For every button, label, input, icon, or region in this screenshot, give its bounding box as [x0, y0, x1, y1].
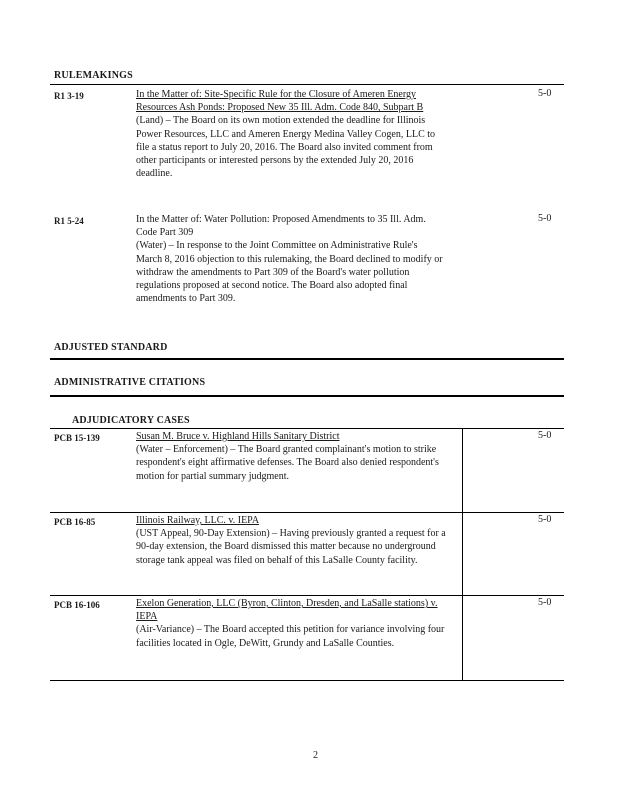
table-row — [136, 430, 456, 483]
case-title: Susan M. Bruce v. Highland Hills Sanitary District — [136, 431, 340, 442]
case-summary: (Water) – In response to the Joint Committee on Administrative Rule's March 8, 2016 objection to this rulemaking, the Board declined to modify or withdraw the amendments to Part 309 of the Board's water pollution regulations proposed at second notice. The Board also adopted final amendments to Part 309. — [136, 240, 443, 305]
table-row — [136, 514, 456, 567]
rulemaking-entry — [136, 88, 446, 180]
section-heading-rulemakings: RULEMAKINGS — [54, 70, 133, 81]
table-border — [50, 680, 564, 681]
case-summary: (UST Appeal, 90-Day Extension) – Having previously granted a request for a 90-day extension, the Board dismissed this matter because no underground storage tank appeal was filed on behalf of this LaSalle County facility. — [136, 528, 446, 566]
case-title: Illinois Railway, LLC. v. IEPA — [136, 515, 260, 526]
vote-count: 5-0 — [538, 514, 552, 525]
section-heading-administrative-citations: ADMINISTRATIVE CITATIONS — [54, 377, 206, 388]
section-heading-adjusted-standard: ADJUSTED STANDARD — [54, 342, 168, 353]
page-number: 2 — [313, 750, 318, 761]
table-border — [50, 595, 564, 596]
vote-count: 5-0 — [538, 597, 552, 608]
docket-number: R1 3-19 — [54, 91, 84, 101]
table-border — [50, 428, 564, 429]
docket-number: PCB 16-85 — [54, 517, 96, 527]
case-summary: (Land) – The Board on its own motion extended the deadline for Illinois Power Resources, LLC and Ameren Energy Medina Valley Cogen, LLC to file a status report to July 20, 2016. The Board also invited comment from other participants or interested persons by the extended July 20, 2016 deadline. — [136, 115, 436, 180]
docket-number: R1 5-24 — [54, 216, 84, 226]
table-column-divider — [462, 428, 463, 681]
vote-count: 5-0 — [538, 430, 552, 441]
section-rule — [50, 395, 564, 397]
case-summary: (Air-Variance) – The Board accepted this petition for variance involving four facilities located in Ogle, DeWitt, Grundy and LaSalle Counties. — [136, 624, 445, 649]
case-title: In the Matter of: Water Pollution: Proposed Amendments to 35 Ill. Adm. Code Part 309 — [136, 214, 426, 239]
vote-count: 5-0 — [538, 213, 552, 224]
case-title: Exelon Generation, LLC (Byron, Clinton, Dresden, and LaSalle stations) v. IEPA — [136, 598, 438, 623]
table-border — [50, 512, 564, 513]
section-rule — [50, 358, 564, 360]
section-rule — [50, 84, 564, 85]
rulemaking-entry — [136, 213, 446, 305]
section-heading-adjudicatory-cases: ADJUDICATORY CASES — [72, 415, 190, 426]
case-summary: (Water – Enforcement) – The Board granted complainant's motion to strike respondent's eight affirmative defenses. The Board also denied respondent's motion for partial summary judgment. — [136, 444, 439, 482]
case-title: In the Matter of: Site-Specific Rule for the Closure of Ameren Energy Resources Ash Ponds: Proposed New 35 Ill. Adm. Code 840, Subpart B — [136, 89, 424, 114]
docket-number: PCB 15-139 — [54, 433, 100, 443]
docket-number: PCB 16-106 — [54, 600, 100, 610]
vote-count: 5-0 — [538, 88, 552, 99]
table-row — [136, 597, 456, 650]
